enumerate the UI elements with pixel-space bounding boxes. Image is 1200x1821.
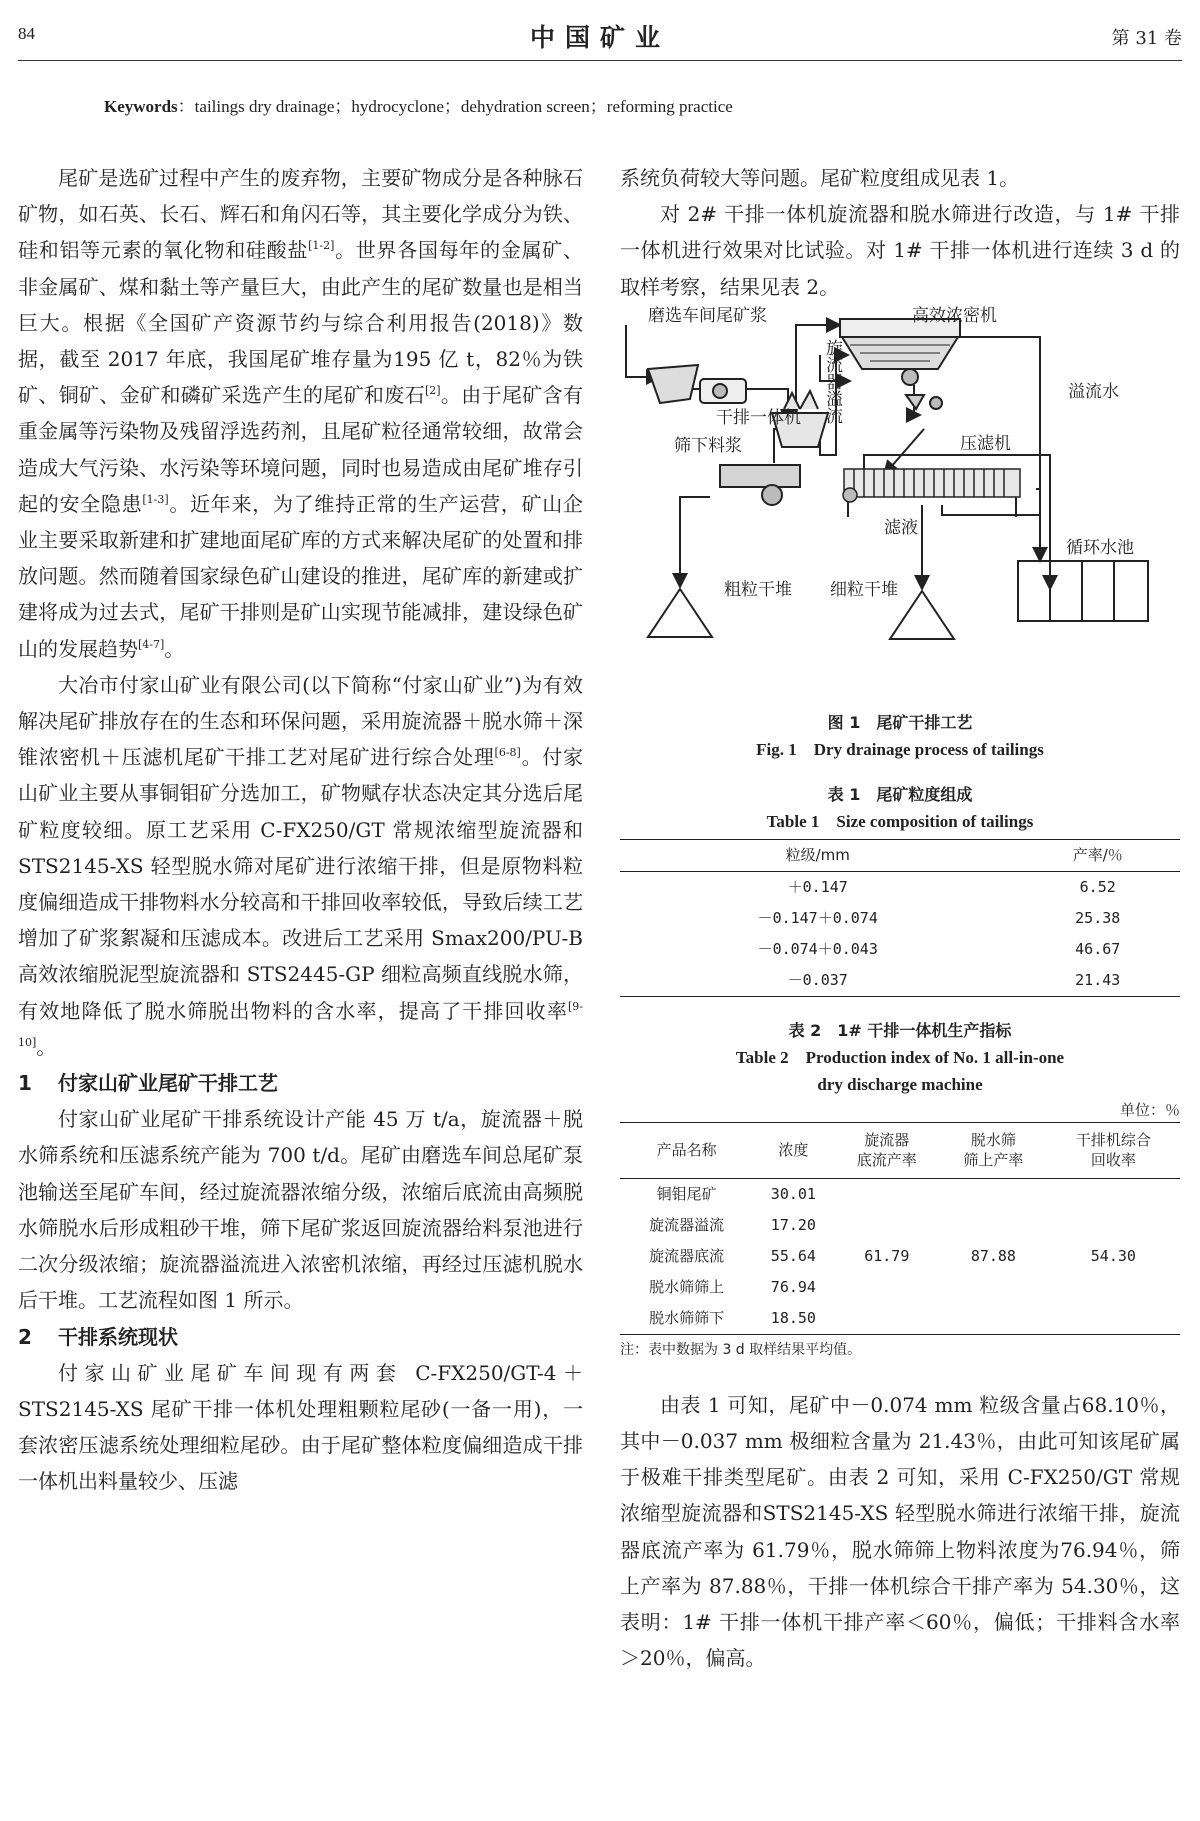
process-flow-diagram bbox=[620, 305, 1180, 709]
header-yield: 产率/％ bbox=[1072, 846, 1123, 865]
table-header-row bbox=[620, 1122, 1180, 1178]
header-underflow-yield: 旋流器 底流产率 bbox=[856, 1131, 917, 1170]
table-row bbox=[620, 903, 1180, 934]
keywords-label: Keywords bbox=[104, 97, 178, 116]
text-run: 。 bbox=[36, 1034, 57, 1059]
table-cell: 脱水筛筛下 bbox=[649, 1309, 725, 1328]
table-cell: －0.074＋0.043 bbox=[757, 940, 878, 959]
table-cell: －0.037 bbox=[787, 971, 848, 990]
page-header bbox=[18, 18, 1182, 58]
citation-ref: [2] bbox=[424, 384, 441, 398]
label-dry-unit: 干排一体机 bbox=[716, 407, 801, 428]
filter-press bbox=[843, 469, 1020, 517]
table-cell: 30.01 bbox=[770, 1185, 816, 1204]
keywords bbox=[104, 92, 733, 117]
table-cell: ＋0.147 bbox=[787, 878, 848, 897]
label-fine-stockpile: 细粒干堆 bbox=[830, 579, 898, 600]
header-oversize-yield: 脱水筛 筛上产率 bbox=[963, 1131, 1024, 1170]
paragraph-intro bbox=[18, 160, 583, 667]
table-cell: －0.147＋0.074 bbox=[757, 909, 878, 928]
circulating-pool bbox=[1018, 561, 1148, 621]
label-coarse-stockpile: 粗粒干堆 bbox=[724, 579, 792, 600]
table-cell: 6.52 bbox=[1079, 878, 1116, 897]
keywords-text: ：tailings dry drainage；hydrocyclone；dehydration screen；reforming practice bbox=[177, 97, 733, 116]
left-column bbox=[18, 160, 583, 1500]
text-run: 尾矿是选矿过程中产生的废弃物，主要矿物成分是各种脉石矿物，如石英、长石、辉石和角闪石等，其主要化学成分为铁、硅和铝等元素的氧化物和硅酸盐 bbox=[18, 166, 583, 263]
table-cell: 76.94 bbox=[770, 1278, 816, 1297]
label-circulating-pool: 循环水池 bbox=[1066, 537, 1134, 558]
coarse-stockpile bbox=[648, 589, 712, 637]
table-cell: 铜钼尾矿 bbox=[656, 1185, 717, 1204]
right-column bbox=[620, 160, 1180, 1676]
label-cyclone-overflow: 旋流器溢流 bbox=[822, 338, 842, 424]
label-filter-press: 压滤机 bbox=[960, 433, 1011, 454]
underflow-yield-value: 61.79 bbox=[864, 1247, 910, 1266]
citation-ref: [6-8] bbox=[494, 746, 521, 760]
table1-caption-en: Table 1 Size composition of tailings bbox=[766, 811, 1034, 831]
header-product: 产品名称 bbox=[656, 1141, 717, 1160]
volume-label: 第 31 卷 bbox=[1111, 28, 1182, 49]
feed-hopper bbox=[648, 365, 746, 403]
paragraph-analysis: 由表 1 可知，尾矿中－0.074 mm 粒级含量占68.10％，其中－0.037 mm 极细粒含量为 21.43％，由此可知该尾矿属于极难干排类型尾矿。由表 2 可知，采用 C-FX250/GT 常规浓缩型旋流器和STS2145-XS 轻型脱水筛进行浓缩干排，旋流器底流产率为 61.79％，脱水筛筛上物料浓度为76.94％，筛上产率为 87.88％，干排一体机综合干排产率为 54.30％，这表明：1# 干排一体机干排产率＜60％，偏低；干排料含水率＞20％，偏高。 bbox=[620, 1392, 1180, 1671]
table2-caption-zh: 表 2 1# 干排一体机生产指标 bbox=[788, 1020, 1012, 1040]
table-cell: 17.20 bbox=[770, 1216, 816, 1235]
citation-ref: [1-3] bbox=[142, 492, 169, 506]
header-size: 粒级/mm bbox=[785, 846, 850, 865]
paragraph-process: 付家山矿业尾矿干排系统设计产能 45 万 t/a，旋流器＋脱水筛系统和压滤系统产能为 700 t/d。尾矿由磨选车间总尾矿泵池输送至尾矿车间，经过旋流器浓缩分级，浓缩后底流由高频脱水筛脱水后形成粗砂干堆，筛下尾矿浆返回旋流器给料泵池进行二次分级浓缩；旋流器溢流进入浓密机浓缩，再经过压滤机脱水后干堆。工艺流程如图 1 所示。 bbox=[18, 1107, 583, 1313]
label-thickener: 高效浓密机 bbox=[912, 305, 997, 326]
table-cell: 18.50 bbox=[770, 1309, 816, 1328]
table1-caption-zh: 表 1 尾矿粒度组成 bbox=[827, 784, 973, 804]
header-concentration: 浓度 bbox=[778, 1141, 809, 1160]
table-cell: 脱水筛筛上 bbox=[649, 1278, 725, 1297]
citation-ref: [1-2] bbox=[308, 239, 335, 253]
table-cell: 55.64 bbox=[770, 1247, 816, 1266]
table-cell: 旋流器底流 bbox=[649, 1247, 725, 1266]
figure-caption-en: Fig. 1 Dry drainage process of tailings bbox=[756, 739, 1044, 759]
recovery-value: 54.30 bbox=[1090, 1247, 1136, 1266]
table-row bbox=[620, 1178, 1180, 1210]
label-grinding-tailings: 磨选车间尾矿浆 bbox=[648, 305, 767, 326]
text-run: 。付家山矿业主要从事铜钼矿分选加工，矿物赋存状态决定其分选后尾矿粒度较细。原工艺采用 C-FX250/GT 常规浓缩型旋流器和 STS2145-XS 轻型脱水筛对尾矿进行浓缩干排，但是原物料粒度偏细造成干排物料水分较高和干排回收率较低，导致后续工艺增加了矿浆絮凝和压滤成本。改进后工艺采用 Smax200/PU-B 高效浓缩脱泥型旋流器和 STS2445-GP 细粒高频直线脱水筛，有效地降低了脱水筛脱出物料的含水率，提高了干排回收率 bbox=[18, 745, 584, 1023]
table2-caption-en-1: Table 2 Production index of No. 1 all-in-one bbox=[735, 1047, 1065, 1067]
table-cell: 旋流器溢流 bbox=[649, 1216, 725, 1235]
text-run: 大冶市付家山矿业有限公司(以下简称“付家山矿业”)为有效解决尾矿排放存在的生态和环保问题，采用旋流器＋脱水筛＋深锥浓密机＋压滤机尾矿干排工艺对尾矿进行综合处理 bbox=[18, 672, 583, 770]
paragraph-company bbox=[18, 667, 583, 1065]
label-undersize-slurry: 筛下料浆 bbox=[674, 435, 742, 456]
header-recovery: 干排机综合 回收率 bbox=[1075, 1131, 1151, 1170]
paragraph-status: 付家山矿业尾矿车间现有两套 C-FX250/GT-4＋STS2145-XS 尾矿干排一体机处理粗颗粒尾砂(一备一用)，一套浓密压滤系统处理细粒尾砂。由于尾矿整体粒度偏细造成干排一体机出料量较少、压滤 bbox=[18, 1360, 583, 1494]
figure-caption-zh: 图 1 尾矿干排工艺 bbox=[827, 712, 973, 732]
table-cell: 21.43 bbox=[1075, 971, 1121, 990]
production-index-table bbox=[620, 1122, 1180, 1335]
table-cell: 25.38 bbox=[1075, 909, 1121, 928]
oversize-yield-value: 87.88 bbox=[970, 1247, 1016, 1266]
journal-title: 中国矿业 bbox=[529, 23, 670, 52]
label-filtrate: 滤液 bbox=[884, 517, 918, 538]
table-row bbox=[620, 965, 1180, 997]
section-heading-2: 2 干排系统现状 bbox=[18, 1324, 178, 1349]
text-run: 。世界各国每年的金属矿、非金属矿、煤和黏土等产量巨大，由此产生的尾矿数量也是相当巨大。根据《全国矿产资源节约与综合利用报告(2018)》数据，截至 2017 年底，我国尾矿堆存量为195 亿 t，82％为铁矿、铜矿、金矿和磷矿采选产生的尾矿和废石 bbox=[18, 238, 584, 408]
paragraph-test: 对 2# 干排一体机旋流器和脱水筛进行改造，与 1# 干排一体机进行效果对比试验。对 1# 干排一体机进行连续 3 d 的取样考察，结果见表 2。 bbox=[620, 202, 1180, 299]
table-cell: 46.67 bbox=[1075, 940, 1121, 959]
size-composition-table bbox=[620, 839, 1180, 997]
section-heading-1: 1 付家山矿业尾矿干排工艺 bbox=[18, 1071, 278, 1096]
citation-ref: [9-10] bbox=[18, 999, 583, 1049]
table-header-row bbox=[620, 839, 1180, 871]
text-run: 。近年来，为了维持正常的生产运营，矿山企业主要采取新建和扩建地面尾矿库的方式来解决尾矿的处置和排放问题。然而随着国家绿色矿山建设的推进，尾矿库的新建或扩建将成为过去式，尾矿干排则是矿山实现节能减排，建设绿色矿山的发展趋势 bbox=[18, 491, 584, 661]
paragraph-continued: 系统负荷较大等问题。尾矿粒度组成见表 1。 bbox=[620, 166, 1020, 190]
page-number: 84 bbox=[18, 24, 35, 43]
table2-caption-en-2: dry discharge machine bbox=[817, 1074, 983, 1094]
text-run: 。由于尾矿含有重金属等污染物及残留浮选药剂，且尾矿粒径通常较细，故常会造成大气污染、水污染等环境问题，同时也易造成由尾矿堆存引起的安全隐患 bbox=[18, 383, 584, 516]
label-overflow-water: 溢流水 bbox=[1068, 381, 1119, 402]
table2-unit: 单位：％ bbox=[1119, 1100, 1180, 1119]
text-run: 。 bbox=[164, 636, 185, 661]
table-row bbox=[620, 934, 1180, 965]
thickener bbox=[840, 319, 960, 409]
table2-note: 注：表中数据为 3 d 取样结果平均值。 bbox=[620, 1341, 862, 1358]
citation-ref: [4-7] bbox=[138, 637, 165, 651]
fine-stockpile bbox=[890, 591, 954, 639]
header-rule bbox=[18, 60, 1182, 61]
table-row bbox=[620, 871, 1180, 903]
